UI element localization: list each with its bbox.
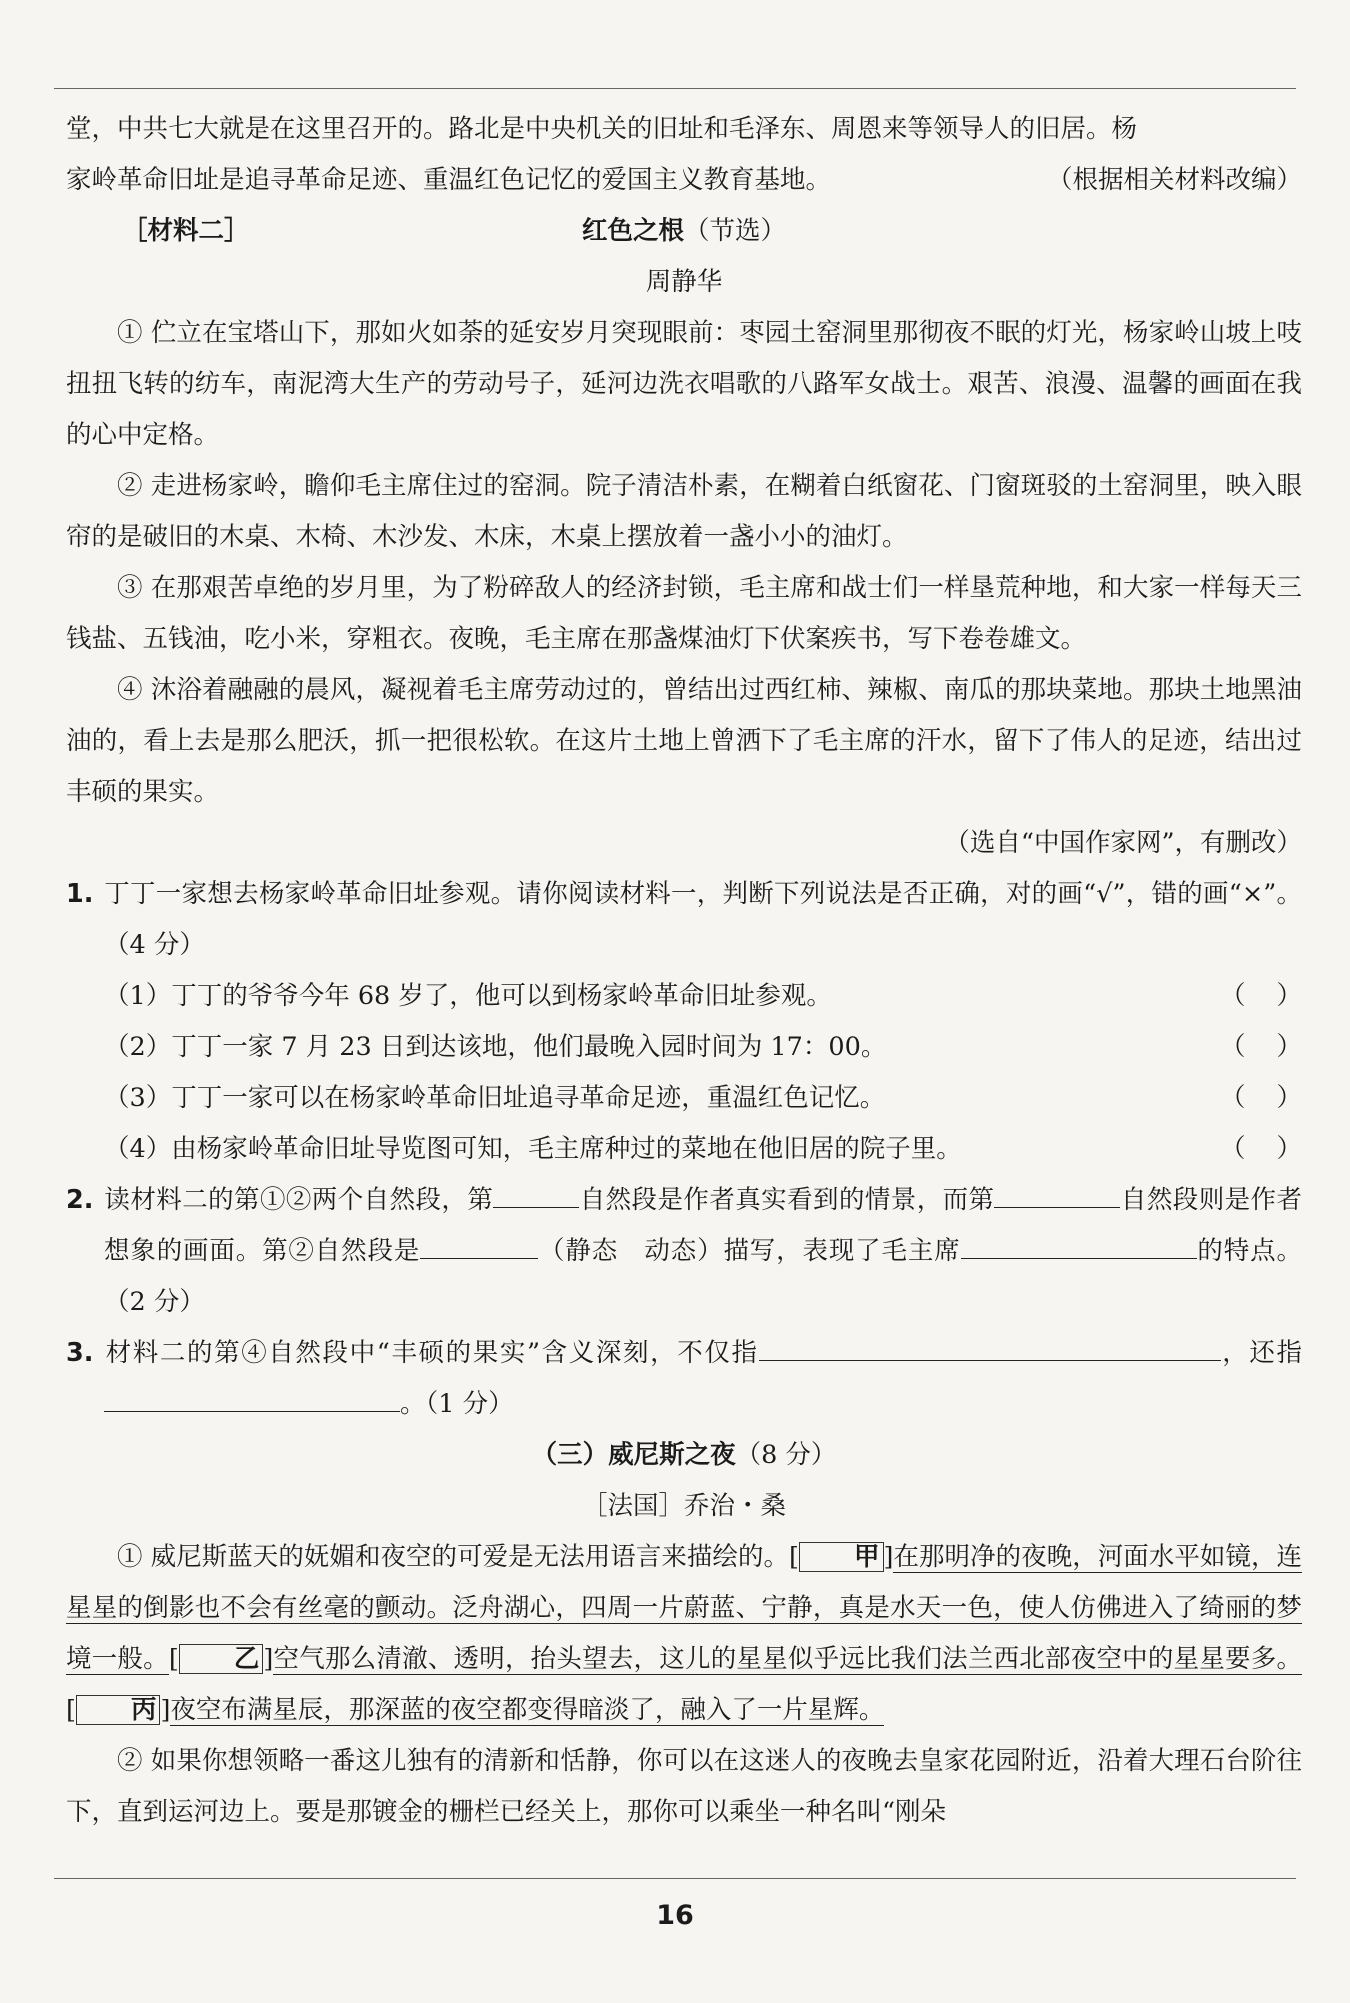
answer-blank[interactable] — [994, 1177, 1120, 1208]
marker-bing: 丙 — [76, 1695, 161, 1725]
page-content — [66, 104, 1302, 1838]
underlined-sentence: 空气那么清澈、透明，抬头望去，这儿的星星似乎远比我们法兰西北部夜空中的星星要多。 — [273, 1644, 1302, 1674]
answer-parens[interactable]: （ ） — [1220, 1032, 1302, 1062]
material2-source: （选自“中国作家网”，有删改） — [944, 828, 1302, 858]
marker-jia: 甲 — [799, 1542, 884, 1572]
venice-para-1: ① 威尼斯蓝天的妩媚和夜空的可爱是无法用语言来描绘的。[ 甲 ]在那明净的夜晚，河面水平如镜，连星星的倒影也不会有丝毫的颤动。泛舟湖心，四周一片蔚蓝、宁静，真是水天一色，使人仿佛进入了绮丽的梦境一般。[ 乙 ]空气那么清澈、透明，抬头望去，这儿的星星似乎远比我们法兰西北部夜空中的星星要多。[ 丙 ]夜空布满星辰，那深蓝的夜空都变得暗淡了，融入了一片星辉。 — [66, 1542, 1302, 1725]
question-3: 3. 材料二的第④自然段中“丰硕的果实”含义深刻，不仅指 ，还指。（1 分） — [66, 1328, 1302, 1430]
question-1-item-3: （3）丁丁一家可以在杨家岭革命旧址追寻革命足迹，重温红色记忆。 （ ） — [66, 1073, 1302, 1124]
material2-para-4: ④ 沐浴着融融的晨风，凝视着毛主席劳动过的，曾结出过西红柿、辣椒、南瓜的那块菜地。那块土地黑油油的，看上去是那么肥沃，抓一把很松软。在这片土地上曾洒下了毛主席的汗水，留下了伟人的足迹，结出过丰硕的果实。 — [66, 675, 1302, 807]
answer-blank[interactable] — [1079, 1228, 1197, 1259]
material2-header — [66, 206, 1302, 257]
question-1-item-1: （1）丁丁的爷爷今年 68 岁了，他可以到杨家岭革命旧址参观。 （ ） — [66, 971, 1302, 1022]
answer-parens[interactable]: （ ） — [1220, 981, 1302, 1011]
material1-line1: 堂，中共七大就是在这里召开的。路北是中央机关的旧址和毛泽东、周恩来等领导人的旧居。杨 — [66, 114, 1138, 144]
material1-line2: 家岭革命旧址是追寻革命足迹、重温红色记忆的爱国主义教育基地。 （根据相关材料改编） — [66, 155, 1302, 206]
answer-blank[interactable] — [104, 1381, 400, 1412]
section-3-author: ［法国］乔治・桑 — [581, 1491, 786, 1521]
question-1-stem: 1. 丁丁一家想去杨家岭革命旧址参观。请你阅读材料一，判断下列说法是否正确，对的画“√”，错的画“×”。（4 分） — [66, 879, 1302, 960]
answer-blank[interactable] — [493, 1177, 579, 1208]
underlined-sentence: 在那明净的夜晚，河面水平如镜，连星星的倒影也不会有丝毫的颤动。泛舟湖心，四周一片蔚蓝、宁静，真是水天一色，使人仿佛进入了绮丽的梦境一般。 — [66, 1542, 1302, 1674]
answer-blank[interactable] — [420, 1228, 538, 1259]
material2-title-line — [66, 206, 1302, 257]
answer-blank[interactable] — [961, 1228, 1079, 1259]
section-3-heading — [66, 1430, 1302, 1481]
underlined-sentence: 夜空布满星辰，那深蓝的夜空都变得暗淡了，融入了一片星辉。 — [170, 1695, 885, 1725]
section-3-score: （8 分） — [735, 1440, 837, 1470]
material2-title-note: （节选） — [684, 216, 787, 246]
material2-para-2: ② 走进杨家岭，瞻仰毛主席住过的窑洞。院子清洁朴素，在糊着白纸窗花、门窗斑驳的土窑洞里，映入眼帘的是破旧的木桌、木椅、木沙发、木床，木桌上摆放着一盏小小的油灯。 — [66, 471, 1302, 552]
material2-para-3: ③ 在那艰苦卓绝的岁月里，为了粉碎敌人的经济封锁，毛主席和战士们一样垦荒种地，和大家一样每天三钱盐、五钱油，吃小米，穿粗衣。夜晚，毛主席在那盏煤油灯下伏案疾书，写下卷卷雄文。 — [66, 573, 1302, 654]
material1-source: （根据相关材料改编） — [1046, 165, 1302, 195]
bottom-rule — [54, 1878, 1296, 1879]
question-1-item-2: （2）丁丁一家 7 月 23 日到达该地，他们最晚入园时间为 17：00。 （ ） — [66, 1022, 1302, 1073]
material2-label: ［材料二］ — [122, 216, 250, 246]
marker-yi: 乙 — [179, 1644, 264, 1674]
question-2: 2. 读材料二的第①②两个自然段，第 自然段是作者真实看到的情景，而第 自然段则是作者想象的画面。第②自然段是 （静态 动态）描写，表现了毛主席 的特点。（2 分） — [66, 1175, 1302, 1328]
material2-para-1: ① 伫立在宝塔山下，那如火如荼的延安岁月突现眼前：枣园土窑洞里那彻夜不眠的灯光，杨家岭山坡上吱扭扭飞转的纺车，南泥湾大生产的劳动号子，延河边洗衣唱歌的八路军女战士。艰苦、浪漫、温馨的画面在我的心中定格。 — [66, 318, 1302, 450]
answer-blank[interactable] — [759, 1330, 1221, 1361]
question-1-item-4: （4）由杨家岭革命旧址导览图可知，毛主席种过的菜地在他旧居的院子里。 （ ） — [66, 1124, 1302, 1175]
answer-parens[interactable]: （ ） — [1220, 1083, 1302, 1113]
top-rule — [54, 88, 1296, 89]
venice-para-2: ② 如果你想领略一番这儿独有的清新和恬静，你可以在这迷人的夜晚去皇家花园附近，沿着大理石台阶往下，直到运河边上。要是那镀金的栅栏已经关上，那你可以乘坐一种名叫“刚朵 — [66, 1746, 1302, 1827]
answer-parens[interactable]: （ ） — [1220, 1134, 1302, 1164]
material2-title: 红色之根 — [581, 216, 684, 246]
section-3-title: （三）威尼斯之夜 — [531, 1440, 736, 1470]
page-number: 16 — [656, 1900, 694, 1931]
material2-author: 周静华 — [645, 267, 723, 297]
